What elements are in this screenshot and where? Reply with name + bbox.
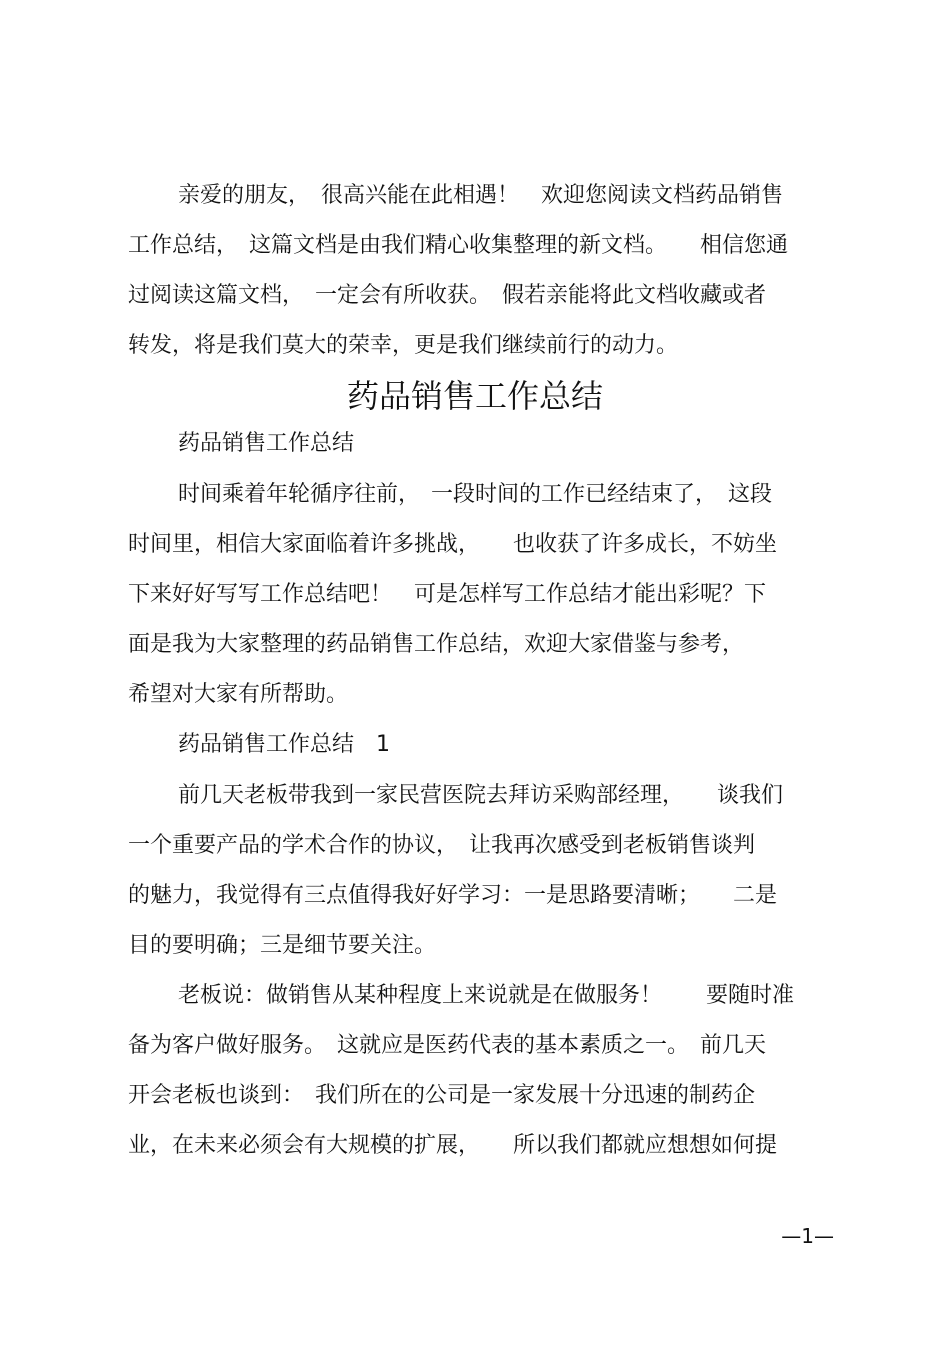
intro-line-4: 转发，将是我们莫大的荣幸，更是我们继续前行的动力。 (128, 333, 679, 358)
paragraph-1-line-2: 时间里，相信大家面临着许多挑战， 也收获了许多成长，不妨坐 (128, 532, 778, 557)
intro-line-1: 亲爱的朋友， 很高兴能在此相遇！ 欢迎您阅读文档药品销售 (178, 183, 784, 208)
paragraph-3-line-2: 备为客户做好服务。 这就应是医药代表的基本素质之一。 前几天 (128, 1033, 767, 1058)
paragraph-2-line-4: 目的要明确；三是细节要关注。 (128, 933, 437, 958)
paragraph-1-line-3: 下来好好写写工作总结吧！ 可是怎样写工作总结才能出彩呢？下 (128, 582, 767, 607)
paragraph-1-line-4: 面是我为大家整理的药品销售工作总结，欢迎大家借鉴与参考， (128, 632, 745, 657)
subtitle: 药品销售工作总结 (178, 431, 355, 456)
page-number: —1— (781, 1224, 834, 1248)
paragraph-3-line-1: 老板说：做销售从某种程度上来说就是在做服务！ 要随时准 (178, 983, 795, 1008)
paragraph-1-line-5: 希望对大家有所帮助。 (128, 682, 349, 707)
intro-line-2: 工作总结， 这篇文档是由我们精心收集整理的新文档。 相信您通 (128, 233, 789, 258)
section-1-heading: 药品销售工作总结 1 (178, 732, 390, 757)
document-title: 药品销售工作总结 (346, 377, 603, 415)
paragraph-3-line-4: 业，在未来必须会有大规模的扩展， 所以我们都就应想想如何提 (128, 1133, 778, 1158)
paragraph-2-line-3: 的魅力，我觉得有三点值得我好好学习：一是思路要清晰； 二是 (128, 883, 778, 908)
paragraph-1-line-1: 时间乘着年轮循序往前， 一段时间的工作已经结束了， 这段 (178, 482, 773, 507)
paragraph-2-line-1: 前几天老板带我到一家民营医院去拜访采购部经理， 谈我们 (178, 783, 784, 808)
paragraph-2-line-2: 一个重要产品的学术合作的协议， 让我再次感受到老板销售谈判 (128, 833, 756, 858)
intro-line-3: 过阅读这篇文档， 一定会有所收获。 假若亲能将此文档收藏或者 (128, 283, 767, 308)
paragraph-3-line-3: 开会老板也谈到： 我们所在的公司是一家发展十分迅速的制药企 (128, 1083, 756, 1108)
